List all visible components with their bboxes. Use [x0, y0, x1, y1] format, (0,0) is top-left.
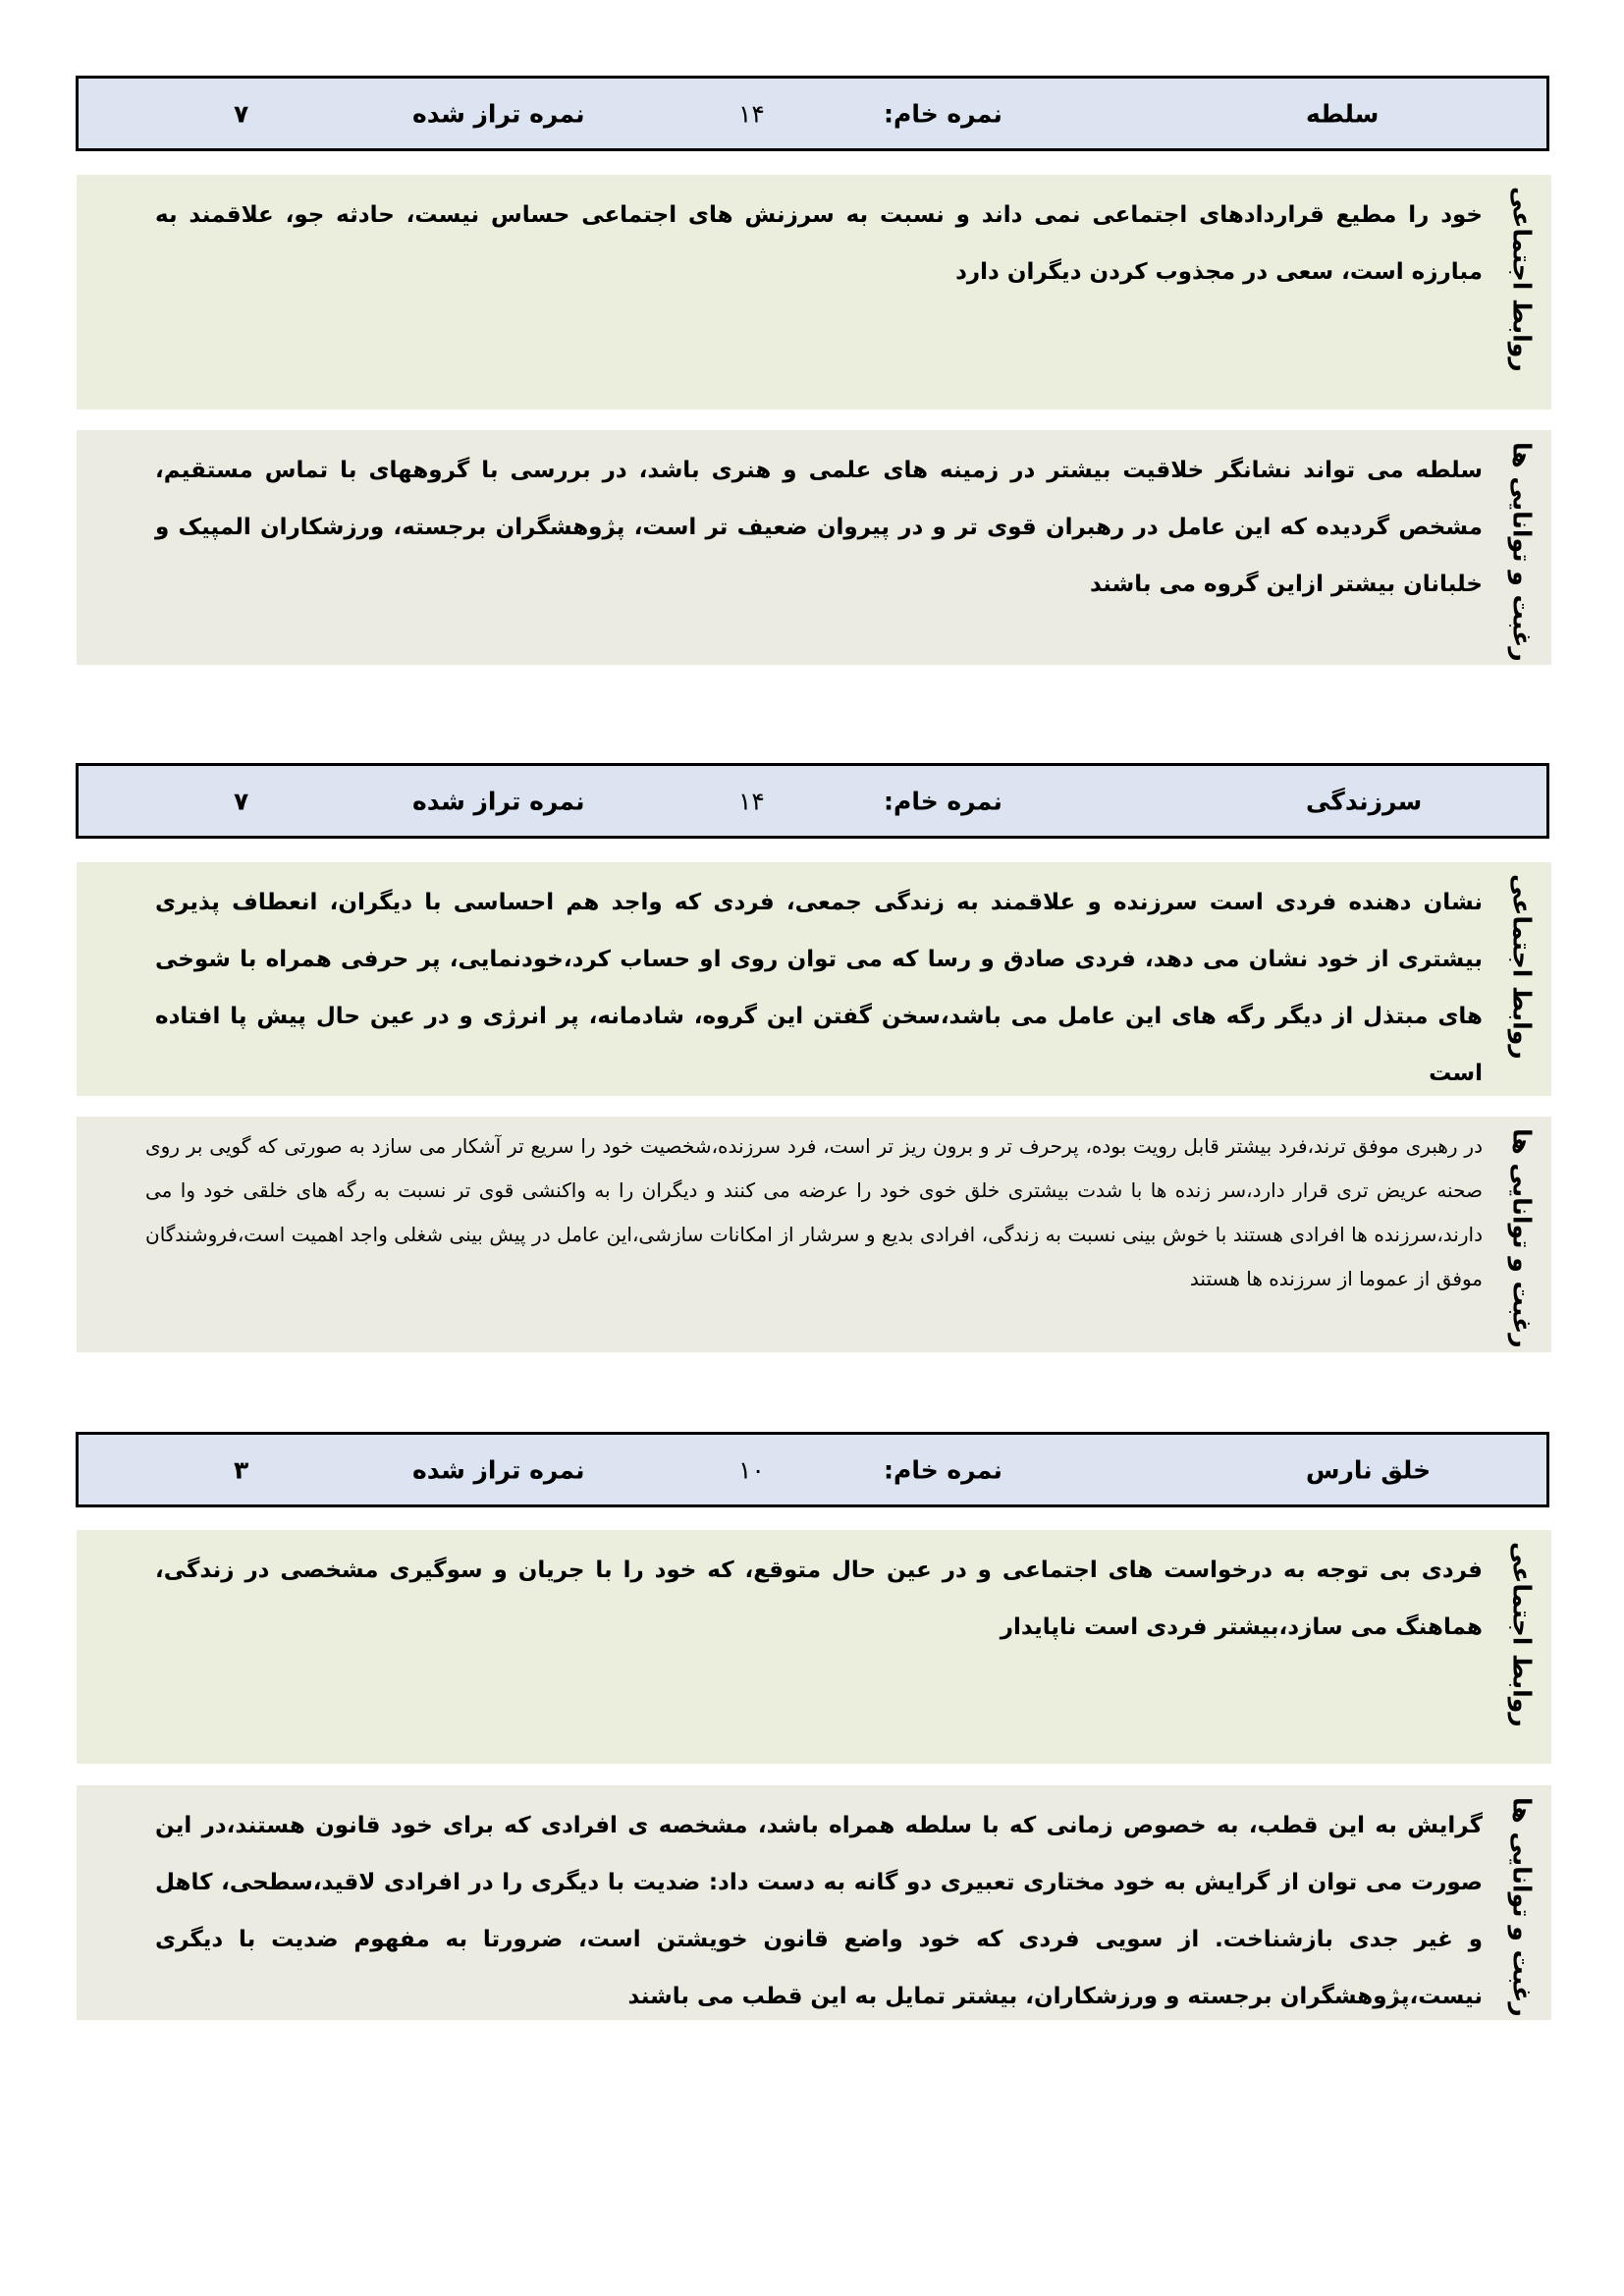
- factor-name: سلطه: [1306, 99, 1380, 128]
- interests-abilities-box: [77, 430, 1551, 665]
- factor-name: خلق نارس: [1306, 1455, 1432, 1484]
- raw-score-value: ۱۴: [738, 787, 765, 815]
- interests-abilities-box: [77, 1785, 1551, 2020]
- raw-score-value: ۱۰: [738, 1455, 765, 1484]
- side-label: [1492, 175, 1551, 410]
- side-label: [1492, 1785, 1551, 2020]
- factor-header: [76, 763, 1549, 839]
- social-relations-text: نشان دهنده فردی است سرزنده و علاقمند به زندگی جمعی، فردی که واجد هم احساسی با دیگران، انعطاف پذیری بیشتری از خود نشان می دهد، فردی صادق و رسا که می توان روی او حساب کرد،خودنمایی، پر حرفی همراه با شوخی های مبتذل از دیگر رگه های این عامل می باشد،سخن گفتن این گروه، شادمانه، پر انرژی و در عین حال پیش پا افتاده است: [155, 890, 1483, 1086]
- social-relations-box: [77, 1530, 1551, 1764]
- factor-name: سرزندگی: [1306, 787, 1423, 815]
- standard-score-label: نمره تراز شده: [412, 787, 585, 815]
- raw-score-value: ۱۴: [738, 99, 765, 128]
- standard-score-value: ۷: [234, 787, 249, 815]
- factor-header: [76, 1432, 1549, 1507]
- interests-abilities-text: در رهبری موفق ترند،فرد بیشتر قابل رویت بوده، پرحرف تر و برون ریز تر است، فرد سرزنده،شخصیت خود را سریع تر آشکار می سازد به صورتی که گویی بر روی صحنه عریض تری قرار دارد،سر زنده ها با شدت بیشتری خلق خوی خود را عرضه می کنند و دیگران را به واکنشی قوی تر نسبت به رگه های خلقی خود وا می دارند،سرزنده ها افرادی هستند با خوش بینی نسبت به زندگی، افرادی بدیع و سرشار از امکانات سازشی،این عامل در پیش بینی شغلی واجد اهمیت است،فروشندگان موفق از عموما از سرزنده ها هستند: [145, 1134, 1483, 1290]
- social-relations-box: [77, 862, 1551, 1096]
- social-relations-box: [77, 175, 1551, 410]
- factor-header: [76, 76, 1549, 151]
- side-label: [1492, 1530, 1551, 1764]
- interests-abilities-text: سلطه می تواند نشانگر خلاقیت بیشتر در زمینه های علمی و هنری باشد، در بررسی با گروههای با تماس مستقیم، مشخص گردیده که این عامل در رهبران قوی تر و در پیروان ضعیف تر است، پژوهشگران برجسته، ورزشکاران المپیک و خلبانان بیشتر ازاین گروه می باشند: [155, 458, 1483, 597]
- interests-abilities-label: رغبت و توانایی ها: [1507, 1797, 1537, 2017]
- interests-abilities-label: رغبت و توانایی ها: [1507, 442, 1537, 662]
- side-label: [1492, 430, 1551, 665]
- raw-score-label: نمره خام:: [884, 1455, 1002, 1484]
- standard-score-label: نمره تراز شده: [412, 1455, 585, 1484]
- interests-abilities-label: رغبت و توانایی ها: [1507, 1128, 1537, 1348]
- social-relations-label: روابط اجتماعی: [1507, 187, 1537, 372]
- standard-score-value: ۷: [234, 99, 249, 128]
- raw-score-label: نمره خام:: [884, 787, 1002, 815]
- interests-abilities-box: [77, 1117, 1551, 1352]
- interests-abilities-text: گرایش به این قطب، به خصوص زمانی که با سلطه همراه باشد، مشخصه ی افرادی که برای خود قانون هستند،در این صورت می توان از گرایش به خود مختاری تعبیری دو گانه به دست داد: ضدیت با دیگری را در افرادی لاقید،سطحی، کاهل و غیر جدی بازشناخت. از سویی فردی که خود واضع قانون خویشتن است، ضرورتا به مفهوم ضدیت با دیگری نیست،پژوهشگران برجسته و ورزشکاران، بیشتر تمایل به این قطب می باشند: [155, 1813, 1483, 2009]
- social-relations-label: روابط اجتماعی: [1507, 874, 1537, 1060]
- standard-score-label: نمره تراز شده: [412, 99, 585, 128]
- raw-score-label: نمره خام:: [884, 99, 1002, 128]
- standard-score-value: ۳: [234, 1455, 249, 1484]
- social-relations-label: روابط اجتماعی: [1507, 1542, 1537, 1727]
- social-relations-text: فردی بی توجه به درخواست های اجتماعی و در عین حال متوقع، که خود را با جریان و سوگیری مشخصی در زندگی، هماهنگ می سازد،بیشتر فردی است ناپایدار: [155, 1558, 1483, 1640]
- side-label: [1492, 1117, 1551, 1352]
- social-relations-text: خود را مطیع قراردادهای اجتماعی نمی داند و نسبت به سرزنش های اجتماعی حساس نیست، حادثه جو، علاقمند به مبارزه است، سعی در مجذوب کردن دیگران دارد: [155, 202, 1483, 285]
- side-label: [1492, 862, 1551, 1096]
